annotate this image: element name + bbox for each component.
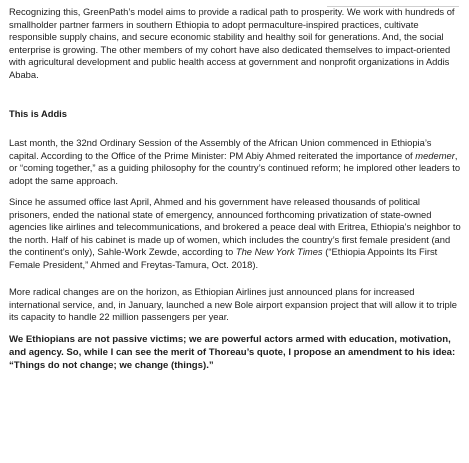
paragraph-conclusion: We Ethiopians are not passive victims; we are powerful actors armed with education, motivation, and agency. So, while I can see the merit of Thoreau’s quote, I propose an amendment to his idea: “Things do not change; we change (things).” (9, 334, 456, 371)
paragraph-airlines: More radical changes are on the horizon, as Ethiopian Airlines just announced plans for increased international service, and, in January, launched a new Bole airport expansion project that will allow it to triple its capacity to handle 22 million passengers per year. (9, 286, 457, 323)
paragraph-reforms (9, 196, 461, 272)
nyt-citation: The New York Times (235, 246, 323, 258)
section-heading: This is Addis (9, 108, 67, 119)
paragraph-reforms-text-a: Since he assumed office last April, Ahmed and his government have released thousands of political prisoners, ended the national state of emergency, announced forthcoming privatization of state-owned agencies like airlines and telecommunications, and brokered a peace deal with Eritrea, Ethiopia’s neighbor to the north. Half of his cabinet is made up of women, which includes the country’s first female president (and the continent’s only), Sahle-Work Zewde, according to (9, 196, 461, 258)
paragraph-african-union-text-b: , or “coming together,” as a guiding philosophy for the country’s continued reform; he implored other leaders to adopt the same approach. (9, 149, 461, 186)
paragraph-african-union (9, 137, 461, 187)
paragraph-greenpath-model: Recognizing this, GreenPath’s model aims to provide a radical path to prosperity. We work with hundreds of smallholder partner farmers in southern Ethiopia to adopt permaculture-inspired practices, cultivate responsible supply chains, and secure economic stability and healthy soil for generations. And, the social enterprise is growing. The other members of my cohort have also dedicated themselves to impact-oriented with agricultural development and public health access at government and nonprofit organizations in Addis Ababa. (9, 6, 455, 80)
paragraph-african-union-text-a: Last month, the 32nd Ordinary Session of the Assembly of the African Union commenced in Ethiopia’s capital. According to the Office of the Prime Minister: PM Abiy Ahmed reiterated the importance of (9, 137, 432, 161)
paragraph-reforms-text-b: (“Ethiopia Appoints Its First Female President,” Ahmed and Freytas-Tamura, Oct. 2018). (9, 246, 438, 270)
medemer-term: medemer (415, 149, 455, 161)
